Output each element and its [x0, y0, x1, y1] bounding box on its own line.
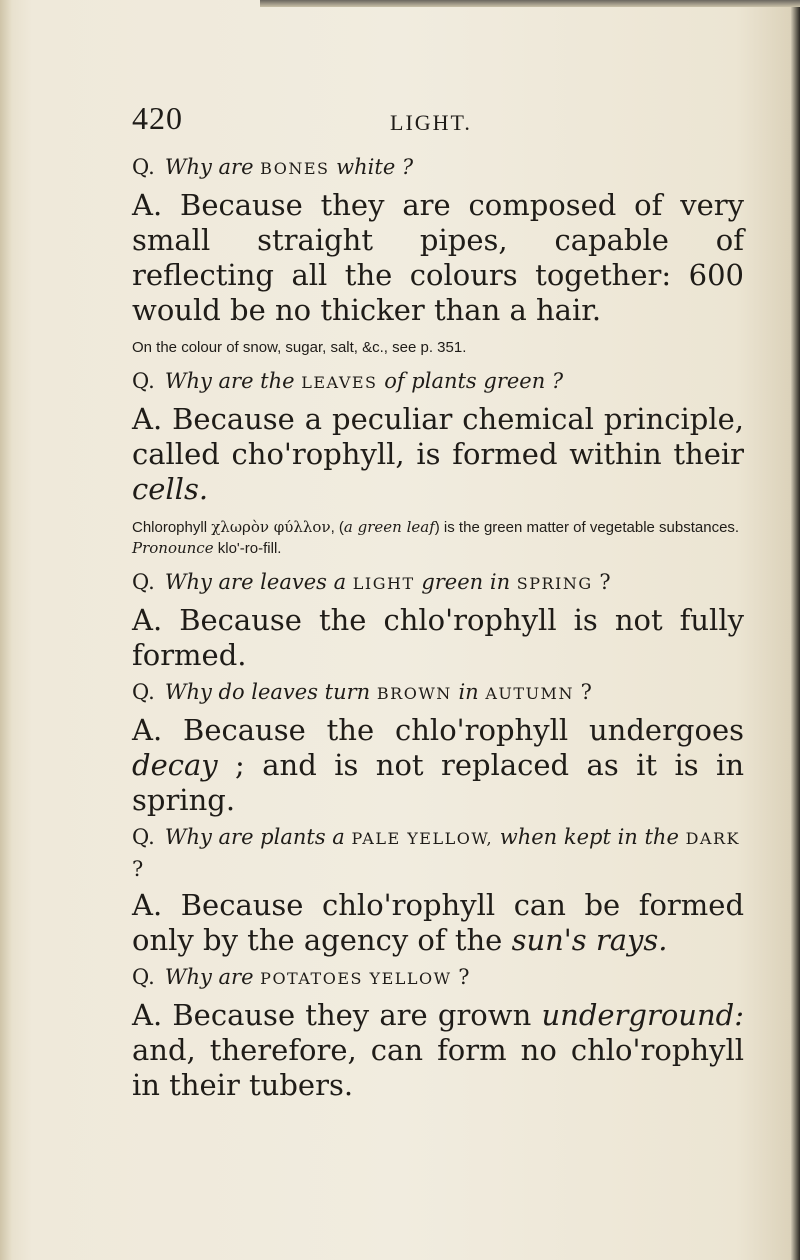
page-fore-edge [790, 0, 800, 1260]
page-body [132, 148, 744, 1103]
question: Q. Why are leaves a LIGHT green in SPRING ? [132, 570, 611, 594]
footnote: Chlorophyll χλωρὸν φύλλον, (a green leaf) is the green matter of vegetable substances. Pronounce klo'-ro-fill. [132, 518, 740, 557]
running-head: LIGHT. [390, 110, 472, 135]
answer: A. Because a peculiar chemical principle, called cho'rophyll, is formed within their cells. [132, 402, 744, 506]
answer: A. Because chlo'rophyll can be formed only by the agency of the sun's rays. [132, 888, 745, 957]
answer: A. Because they are composed of very small straight pipes, capable of reflecting all the colours together: 600 would be no thicker than a hair. [132, 188, 745, 327]
page-top-shadow [260, 0, 800, 7]
answer: A. Because they are grown underground: and, therefore, can form no chlo'rophyll in their tubers. [132, 998, 744, 1102]
question: Q. Why do leaves turn BROWN in AUTUMN ? [132, 680, 592, 704]
question: Q. Why are plants a PALE YELLOW, when kept in the DARK ? [132, 825, 740, 881]
answer: A. Because the chlo'rophyll is not fully formed. [132, 603, 744, 672]
page-header [132, 100, 692, 140]
question: Q. Why are BONES white ? [132, 155, 414, 179]
page-number: 420 [132, 100, 183, 136]
footnote: On the colour of snow, sugar, salt, &c., see p. 351. [132, 339, 467, 356]
answer: A. Because the chlo'rophyll undergoes decay ; and is not replaced as it is in spring. [132, 713, 744, 817]
question: Q. Why are the LEAVES of plants green ? [132, 369, 564, 393]
page-gutter [0, 0, 12, 1260]
question: Q. Why are POTATOES YELLOW ? [132, 965, 470, 989]
